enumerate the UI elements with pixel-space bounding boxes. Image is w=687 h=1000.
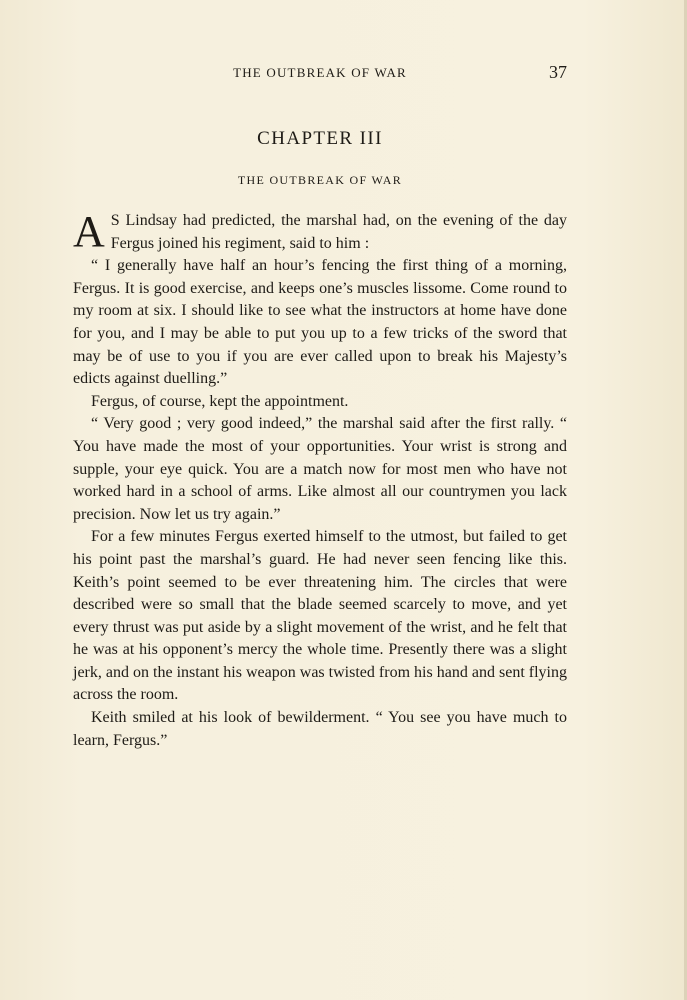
running-title: THE OUTBREAK OF WAR (233, 65, 407, 80)
paragraph-1-text: S Lindsay had predicted, the marshal had, on the evening of the day Fergus joined his regiment, said to him : (110, 212, 567, 252)
chapter-subtitle: THE OUTBREAK OF WAR (237, 173, 403, 187)
chapter-title: CHAPTER III (257, 128, 383, 149)
paragraph-6: Keith smiled at his look of bewilderment. “ You see you have much to learn, Fergus.” (73, 709, 567, 749)
paragraph-5: For a few minutes Fergus exerted himself to the utmost, but failed to get his point past the marshal’s guard. He had never seen fencing like this. Keith’s point seemed to be ever threatening him. The circles that were described were so small that the blade seemed scarcely to move, and yet every thrust was put aside by a slight movement of the wrist, and he felt that he was at his opponent’s mercy the whole time. Presently there was a slight jerk, and on the instant his weapon was twisted from his hand and sent flying across the room. (73, 528, 567, 704)
paragraph-1 (73, 207, 567, 256)
paragraph-4: “ Very good ; very good indeed,” the marshal said after the first rally. “ You have made the most of your opportunities. Your wrist is strong and supple, your eye quick. You are a match now for most men who have not worked hard in a school of arms. Like almost all our countrymen you lack precision. Now let us try again.” (73, 415, 567, 523)
drop-cap: A (73, 207, 105, 256)
paragraph-3: Fergus, of course, kept the appointment. (91, 392, 349, 410)
paragraph-2: “ I generally have half an hour’s fencing the first thing of a morning, Fergus. It is good exercise, and keeps one’s muscles lissome. Come round to my room at six. I should like to see what the instructors at home have done for you, and I may be able to put you up to a few tricks of the sword that may be of use to you if you are ever called upon to break his Majesty’s edicts against duelling.” (73, 257, 567, 388)
chapter-body (73, 207, 567, 752)
running-head (0, 62, 687, 84)
page-number: 37 (549, 62, 567, 82)
